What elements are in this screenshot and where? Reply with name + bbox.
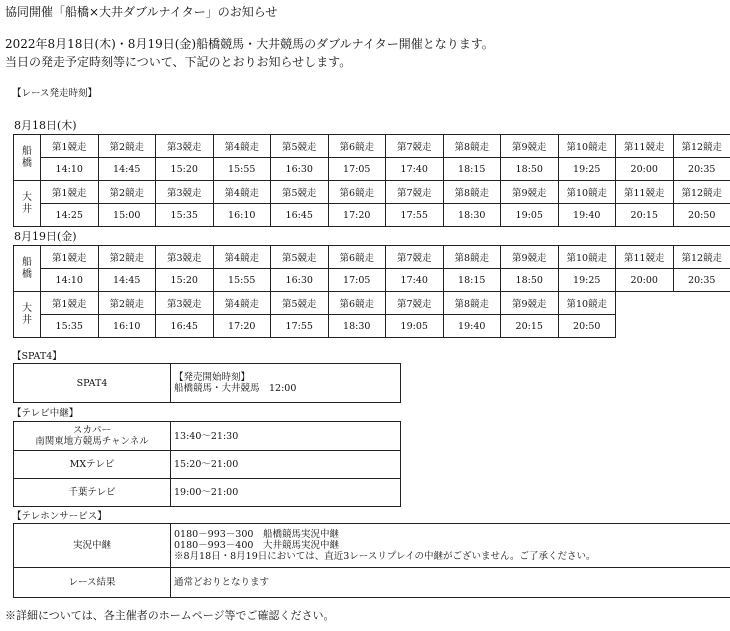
race-start-time: 16:10	[213, 204, 271, 227]
race-number: 第10競走	[558, 181, 616, 204]
race-number: 第12競走	[673, 135, 730, 158]
race-time-row	[14, 315, 730, 338]
race-start-time: 19:40	[558, 204, 616, 227]
intro-line-2: 当日の発走予定時刻等について、下記のとおりお知らせします。	[5, 55, 352, 69]
empty-cell	[673, 292, 730, 315]
notice-title: 協同開催「船橋×大井ダブルナイター」のお知らせ	[5, 5, 278, 19]
tv-channel-name: スカパー	[72, 425, 111, 436]
race-number: 第10競走	[558, 246, 616, 269]
empty-cell	[616, 292, 674, 315]
tv-channel: 千葉テレビ	[14, 479, 171, 507]
race-number: 第1競走	[41, 246, 99, 269]
race-number: 第6競走	[328, 135, 386, 158]
section-heading-phone: 【テレホンサービス】	[12, 511, 107, 522]
phone-info-line: 0180－993－300 船橋競馬実況中継	[174, 529, 339, 540]
phone-service-label: レース結果	[14, 568, 171, 598]
race-number: 第5競走	[271, 135, 329, 158]
race-start-time: 17:55	[386, 204, 444, 227]
race-start-time: 16:30	[271, 269, 329, 292]
venue-label	[14, 181, 41, 227]
race-number: 第7競走	[386, 181, 444, 204]
venue-name: 船橋	[22, 256, 32, 280]
race-number: 第12競走	[673, 181, 730, 204]
footnote: ※詳細については、各主催者のホームページ等でご確認ください。	[5, 609, 335, 622]
venue-label	[14, 246, 41, 292]
race-number: 第5競走	[271, 181, 329, 204]
race-start-time: 15:55	[213, 269, 271, 292]
race-number-row	[14, 181, 730, 204]
race-number: 第8競走	[443, 181, 501, 204]
race-start-time: 19:40	[443, 315, 501, 338]
phone-service-info	[171, 524, 730, 568]
phone-info-line: ※8月18日・8月19日においては、直近3レースリプレイの中継がございません。ご了承ください。	[174, 551, 596, 562]
race-start-time: 19:25	[558, 158, 616, 181]
race-number: 第3競走	[156, 181, 214, 204]
venue-name: 大井	[22, 191, 32, 215]
race-start-time: 18:15	[443, 158, 501, 181]
race-start-time: 18:50	[501, 158, 559, 181]
race-start-time: 20:35	[673, 158, 730, 181]
race-start-time: 17:05	[328, 158, 386, 181]
venue-name: 船橋	[22, 145, 32, 169]
tv-time: 13:40～21:30	[171, 422, 401, 451]
race-start-time: 16:10	[98, 315, 156, 338]
race-number: 第4競走	[213, 292, 271, 315]
race-start-time: 15:55	[213, 158, 271, 181]
race-start-time: 15:35	[41, 315, 99, 338]
race-start-time: 17:55	[271, 315, 329, 338]
race-time-row	[14, 158, 730, 181]
race-number-row	[14, 292, 730, 315]
race-number: 第9競走	[501, 135, 559, 158]
race-start-time: 16:45	[156, 315, 214, 338]
empty-cell	[616, 315, 674, 338]
race-start-time: 19:05	[501, 204, 559, 227]
spat4-info-line: 【発売開始時刻】	[174, 372, 251, 383]
day-heading: 8月18日(木)	[14, 119, 77, 132]
race-start-time: 17:40	[386, 158, 444, 181]
race-number: 第8競走	[443, 246, 501, 269]
empty-cell	[673, 315, 730, 338]
race-start-time: 20:15	[501, 315, 559, 338]
race-number: 第10競走	[558, 292, 616, 315]
race-start-time: 14:45	[98, 158, 156, 181]
spat4-table	[13, 363, 401, 403]
day-heading: 8月19日(金)	[14, 230, 77, 243]
race-start-time: 20:50	[673, 204, 730, 227]
race-number: 第3競走	[156, 246, 214, 269]
race-number: 第1競走	[41, 135, 99, 158]
tv-channel	[14, 422, 171, 451]
race-number: 第12競走	[673, 246, 730, 269]
tv-time: 15:20～21:00	[171, 451, 401, 479]
spat4-label: SPAT4	[14, 364, 171, 403]
race-number: 第2競走	[98, 181, 156, 204]
race-start-time: 16:45	[271, 204, 329, 227]
spat4-info-line: 船橋競馬・大井競馬 12:00	[174, 383, 297, 394]
race-start-time: 14:10	[41, 269, 99, 292]
race-number: 第11競走	[616, 135, 674, 158]
race-start-time: 20:15	[616, 204, 674, 227]
race-start-time: 16:30	[271, 158, 329, 181]
race-number-row	[14, 135, 730, 158]
race-number: 第2競走	[98, 246, 156, 269]
race-number: 第11競走	[616, 246, 674, 269]
venue-label	[14, 292, 41, 338]
section-heading-race: 【レース発走時刻】	[12, 88, 98, 99]
race-number: 第9競走	[501, 292, 559, 315]
race-number: 第6競走	[328, 181, 386, 204]
race-number: 第2競走	[98, 135, 156, 158]
race-number: 第9競走	[501, 246, 559, 269]
race-number: 第5競走	[271, 246, 329, 269]
venue-label	[14, 135, 41, 181]
phone-table	[13, 523, 730, 598]
race-number: 第7競走	[386, 292, 444, 315]
race-schedule-table	[13, 245, 730, 338]
phone-service-info: 通常どおりとなります	[171, 568, 730, 598]
race-start-time: 18:50	[501, 269, 559, 292]
race-start-time: 19:05	[386, 315, 444, 338]
race-start-time: 18:30	[443, 204, 501, 227]
race-number: 第3競走	[156, 292, 214, 315]
race-number: 第6競走	[328, 246, 386, 269]
race-number: 第2競走	[98, 292, 156, 315]
race-start-time: 17:40	[386, 269, 444, 292]
race-start-time: 19:25	[558, 269, 616, 292]
race-number: 第8競走	[443, 292, 501, 315]
race-start-time: 17:05	[328, 269, 386, 292]
tv-channel: MXテレビ	[14, 451, 171, 479]
race-start-time: 15:20	[156, 158, 214, 181]
race-number-row	[14, 246, 730, 269]
spat4-info	[171, 364, 401, 403]
race-number: 第9競走	[501, 181, 559, 204]
race-start-time: 20:00	[616, 269, 674, 292]
race-start-time: 15:00	[98, 204, 156, 227]
race-start-time: 15:20	[156, 269, 214, 292]
tv-table	[13, 421, 401, 507]
race-start-time: 17:20	[213, 315, 271, 338]
race-start-time: 14:25	[41, 204, 99, 227]
section-heading-spat4: 【SPAT4】	[12, 351, 62, 362]
race-start-time: 18:30	[328, 315, 386, 338]
tv-channel-name-sub: 南関東地方競馬チャンネル	[35, 436, 149, 447]
race-number: 第4競走	[213, 246, 271, 269]
race-time-row	[14, 204, 730, 227]
phone-info-line: 0180－993－400 大井競馬実況中継	[174, 540, 339, 551]
race-number: 第1競走	[41, 292, 99, 315]
race-number: 第8競走	[443, 135, 501, 158]
tv-time: 19:00～21:00	[171, 479, 401, 507]
race-number: 第10競走	[558, 135, 616, 158]
race-start-time: 17:20	[328, 204, 386, 227]
race-number: 第5競走	[271, 292, 329, 315]
race-number: 第6競走	[328, 292, 386, 315]
race-start-time: 20:50	[558, 315, 616, 338]
race-number: 第4競走	[213, 181, 271, 204]
venue-name: 大井	[22, 302, 32, 326]
race-number: 第11競走	[616, 181, 674, 204]
race-number: 第7競走	[386, 135, 444, 158]
race-start-time: 14:45	[98, 269, 156, 292]
race-number: 第7競走	[386, 246, 444, 269]
race-start-time: 14:10	[41, 158, 99, 181]
race-number: 第3競走	[156, 135, 214, 158]
race-start-time: 18:15	[443, 269, 501, 292]
race-start-time: 20:35	[673, 269, 730, 292]
race-number: 第1競走	[41, 181, 99, 204]
race-start-time: 20:00	[616, 158, 674, 181]
race-number: 第4競走	[213, 135, 271, 158]
section-heading-tv: 【テレビ中継】	[12, 408, 79, 419]
race-start-time: 15:35	[156, 204, 214, 227]
race-schedule-table	[13, 134, 730, 227]
race-time-row	[14, 269, 730, 292]
intro-line-1: 2022年8月18日(木)・8月19日(金)船橋競馬・大井競馬のダブルナイター開催となります。	[5, 37, 494, 51]
phone-service-label: 実況中継	[14, 524, 171, 568]
